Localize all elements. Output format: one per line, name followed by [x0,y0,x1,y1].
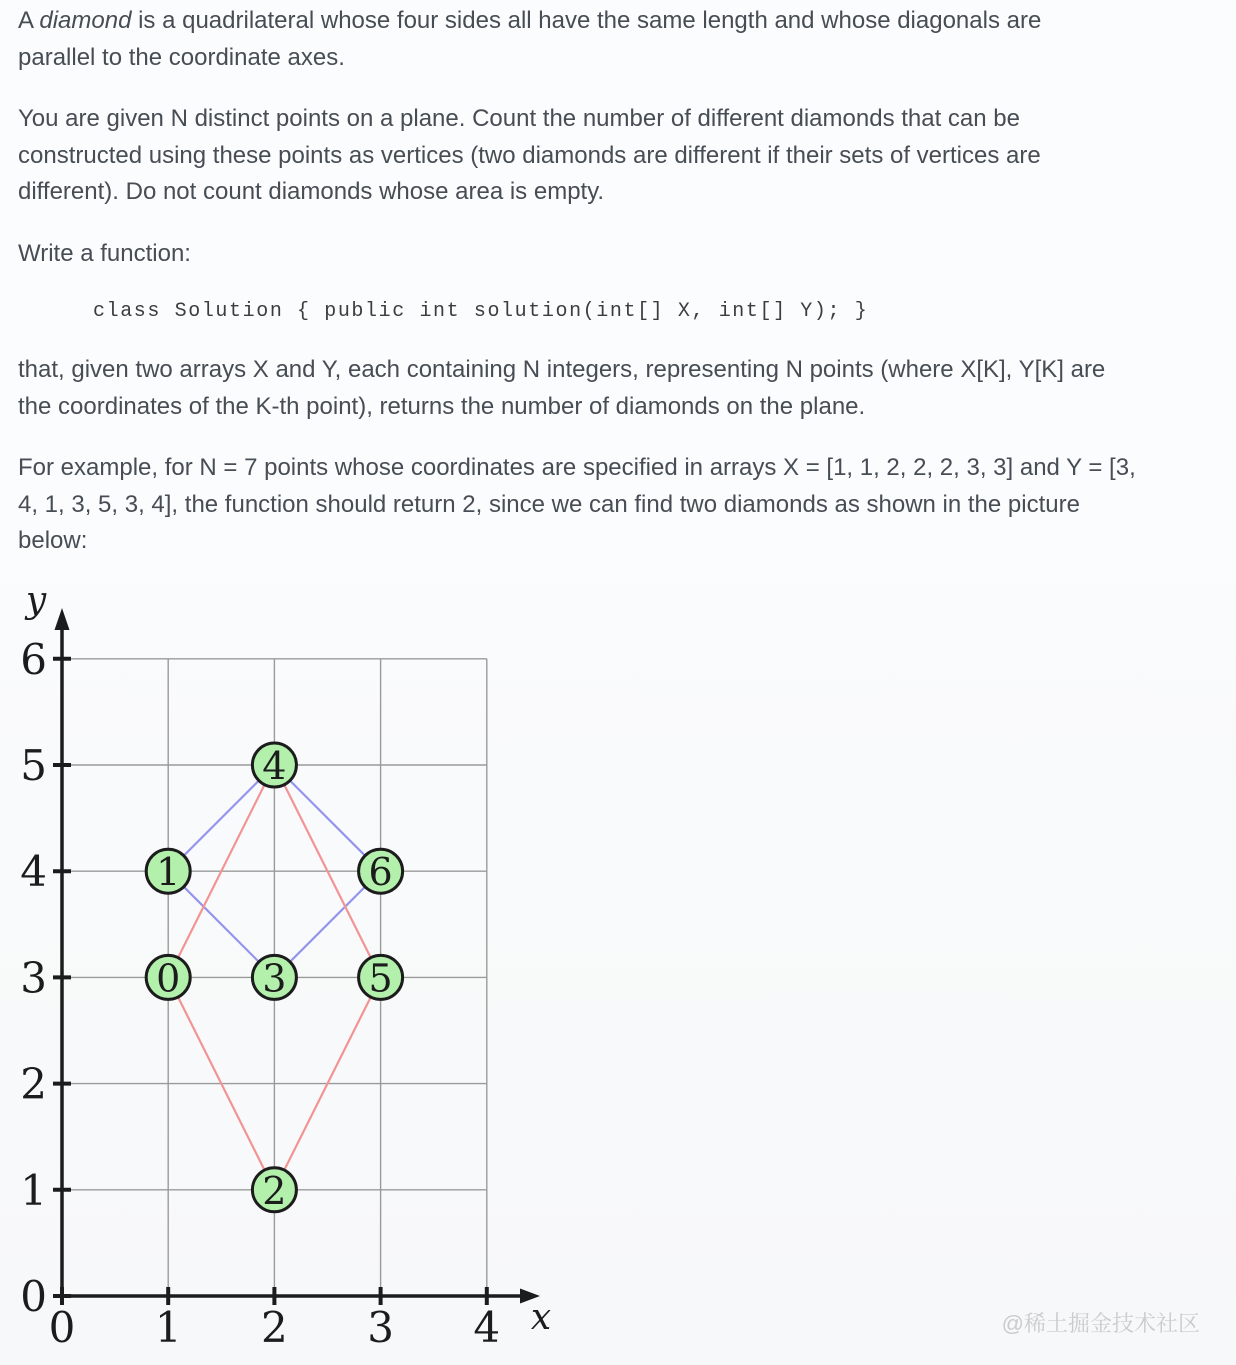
problem-statement [0,0,1236,560]
paragraph-example [18,450,1218,560]
y-tick-label: 2 [20,1059,47,1109]
text-line: the coordinates of the K-th point), returns the number of diamonds on the plane. [18,392,866,420]
paragraph-write-function: Write a function: [18,239,191,267]
text-line: 4, 1, 3, 5, 3, 4], the function should return 2, since we can find two diamonds as shown in the picture [18,490,1080,518]
y-tick-label: 3 [20,952,47,1002]
example-figure [0,585,1236,1365]
y-axis-arrow [55,608,70,630]
text-line: constructed using these points as vertices (two diamonds are different if their sets of vertices are [18,141,1041,169]
text-line: parallel to the coordinate axes. [18,43,345,71]
diamond-plot [0,585,620,1347]
text-line: You are given N distinct points on a plane. Count the number of different diamonds that can be [18,105,1020,132]
x-tick-label: 0 [48,1302,76,1347]
point-label-1: 1 [156,849,181,894]
function-signature-code: class Solution { public int solution(int[] X, int[] Y); } [93,300,869,323]
point-label-4: 4 [262,743,287,788]
watermark: @稀土掘金技术社区 [1001,1310,1200,1336]
y-tick-label: 6 [20,634,47,684]
text-line: For example, for N = 7 points whose coordinates are specified in arrays X = [1, 1, 2, 2, 2, 3, 3] and Y = [3, [18,454,1136,481]
x-tick-label: 2 [261,1302,288,1347]
text-line: that, given two arrays X and Y, each containing N integers, representing N points (where X[K], Y[K] are [18,356,1106,383]
y-tick-label: 5 [20,740,47,790]
point-label-2: 2 [262,1168,287,1213]
text-line [18,3,1218,40]
point-label-3: 3 [262,955,287,1000]
y-axis-label: y [25,584,47,621]
text-segment: is a quadrilateral whose four sides all have the same length and whose diagonals are [131,7,1042,34]
y-tick-label: 4 [20,846,47,896]
text-line: below: [18,527,88,554]
paragraph-returns [18,352,1218,425]
paragraph-definition [18,3,1218,76]
paragraph-task [18,101,1218,211]
diamond-term: diamond [39,7,132,34]
point-label-6: 6 [368,849,393,894]
y-tick-label: 1 [20,1165,47,1215]
text-line: different). Do not count diamonds whose area is empty. [18,178,605,205]
x-tick-label: 1 [154,1302,182,1347]
x-axis-label: x [530,1296,552,1338]
text-segment: A [18,7,40,34]
x-tick-label: 3 [367,1302,394,1347]
point-label-5: 5 [368,955,393,1000]
point-label-0: 0 [156,955,181,1000]
y-tick-label: 0 [20,1271,47,1321]
x-tick-label: 4 [473,1302,501,1347]
